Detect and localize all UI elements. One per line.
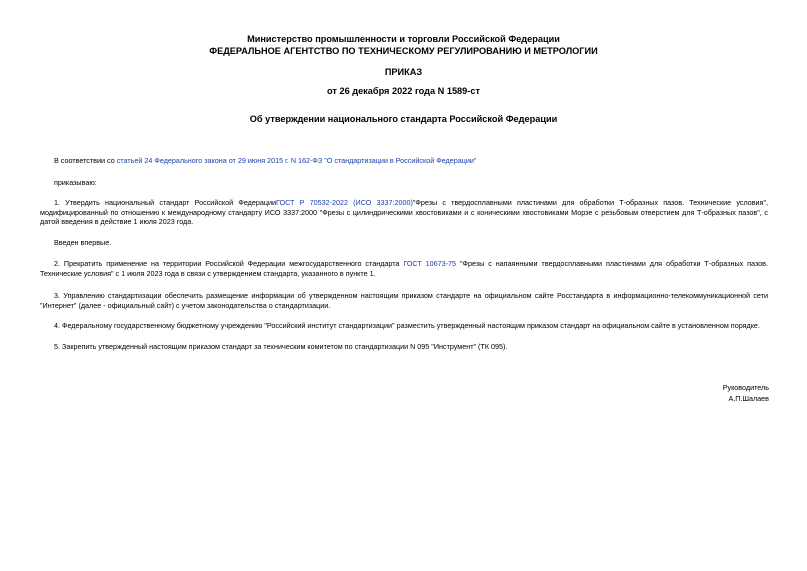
ministry-name: Министерство промышленности и торговли Российской Федерации [247,34,560,44]
item-1-prefix: 1. Утвердить национальный стандарт Российской Федерации [54,198,276,207]
signature-role: Руководитель [722,383,769,392]
item-3: 3. Управлению стандартизации обеспечить размещение информации об утвержденном настоящим приказом стандарте на официальном сайте Росстандарта в информационно-телекоммуникационной сети "Интернет" (далее - официальный сайт) с учетом законодательства о стандартизации. [40,291,768,310]
item-1 [40,198,768,227]
preamble [40,156,768,166]
agency-name: ФЕДЕРАЛЬНОЕ АГЕНТСТВО ПО ТЕХНИЧЕСКОМУ РЕГУЛИРОВАНИЮ И МЕТРОЛОГИИ [209,46,598,56]
item-2-prefix: 2. Прекратить применение на территории Российской Федерации межгосударственного стандарта [54,259,404,268]
item-2 [40,259,768,278]
gost-10673-75-link[interactable]: ГОСТ 10673-75 [403,259,457,268]
gost-r-70532-link[interactable]: ГОСТ Р 70532-2022 (ИСО 3337:2000) [276,198,413,207]
document-type: ПРИКАЗ [384,67,423,77]
document-title: Об утверждении национального стандарта Российской Федерации [249,114,558,124]
introduced-first: Введен впервые. [54,238,112,247]
order-word: приказываю: [54,178,97,187]
item-1-suffix: "Фрезы с твердосплавными пластинами для обработки Т-образных пазов. Технические условия", модифицированный по отношению к международному стандарту ИСО 3337:2000 "Фрезы с цилиндрическими хвостовиками и с коническими хвостовиками Морзе с резьбовым отверстием для Т-образных пазов", с датой введения в действие 1 июля 2023 года. [40,198,768,227]
item-2-suffix: "Фрезы с напаянными твердосплавными пластинами для обработки Т-образных пазов. Технические условия" с 1 июля 2023 года в связи с утверждением стандарта, указанного в пункте 1. [40,259,768,278]
item-5: 5. Закрепить утвержденный настоящим приказом стандарт за техническим комитетом по стандартизации N 095 "Инструмент" (ТК 095). [54,342,508,351]
document-date-number: от 26 декабря 2022 года N 1589-ст [327,86,480,96]
federal-law-link[interactable]: статьей 24 Федерального закона от 29 июня 2015 г. N 162-ФЗ "О стандартизации в Российской Федерации" [116,156,477,165]
item-4: 4. Федеральному государственному бюджетному учреждению "Российский институт стандартизации" разместить утвержденный настоящим приказом стандарт на официальном сайте в установленном порядке. [54,321,760,330]
signature-name: А.П.Шалаев [728,394,769,403]
preamble-prefix: В соответствии со [54,156,117,165]
